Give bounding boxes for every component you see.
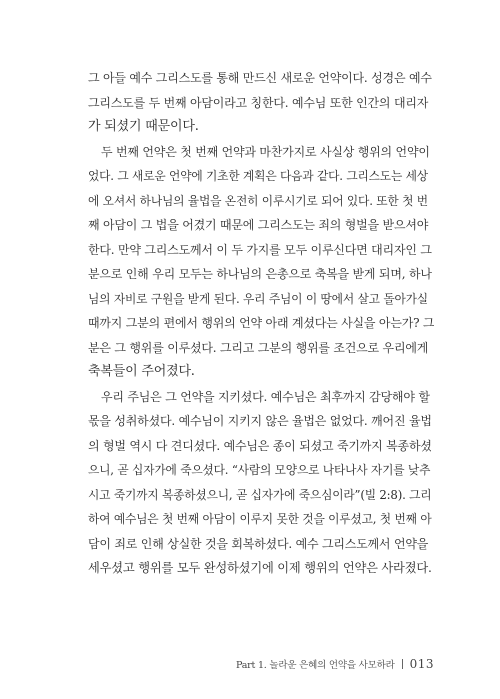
- text-line: 그 아들 예수 그리스도를 통해 만드신 새로운 언약이다. 성경은 예수: [88, 71, 432, 85]
- text-line: 그리스도를 두 번째 아담이라고 칭한다. 예수님 또한 인간의 대리자: [88, 95, 429, 110]
- text-line: 분은 그 행위를 이루셨다. 그리고 그분의 행위를 조건으로 우리에게: [88, 340, 429, 355]
- footer-divider: [402, 659, 403, 669]
- text-line: 님의 자비로 구원을 받게 된다. 우리 주님이 이 땅에서 살고 돌아가실: [88, 291, 428, 306]
- page-footer: [236, 657, 434, 671]
- text-line: 으니, 곧 십자가에 죽으셨다. “사람의 모양으로 나타나사 자기를 낮추: [88, 463, 431, 477]
- text-line: 한다. 만약 그리스도께서 이 두 가지를 모두 이루신다면 대리자인 그: [88, 242, 432, 257]
- text-line: 담이 죄로 인해 상실한 것을 회복하셨다. 예수 그리스도께서 언약을: [88, 536, 429, 551]
- paragraph: [88, 66, 434, 140]
- paragraph: [88, 385, 434, 581]
- text-line: 때까지 그분의 편에서 행위의 언약 아래 계셨다는 사실을 아는가? 그: [88, 316, 434, 330]
- text-line: 의 형벌 역시 다 견디셨다. 예수님은 종이 되셨고 죽기까지 복종하셨: [88, 438, 432, 453]
- text-line: 었다. 그 새로운 언약에 기초한 계획은 다음과 같다. 그리스도는 세상: [88, 169, 428, 183]
- text-line: 에 오셔서 하나님의 율법을 온전히 이루시기로 되어 있다. 또한 첫 번: [88, 193, 428, 208]
- text-line: 가 되셨기 때문이다.: [88, 119, 199, 134]
- text-line: 몫을 성취하셨다. 예수님이 지키지 않은 율법은 없었다. 깨어진 율법: [88, 414, 432, 428]
- text-line: 째 아담이 그 법을 어겼기 때문에 그리스도는 죄의 형벌을 받으셔야: [88, 218, 429, 232]
- body-text: [88, 66, 434, 581]
- text-line: 세우셨고 행위를 모두 완성하셨기에 이제 행위의 언약은 사라졌다.: [88, 561, 432, 575]
- text-line: 우리 주님은 그 언약을 지키셨다. 예수님은 최후까지 감당해야 할: [101, 389, 430, 404]
- text-line: 분으로 인해 우리 모두는 하나님의 은총으로 축복을 받게 되며, 하나: [88, 267, 432, 281]
- text-line: 두 번째 언약은 첫 번째 언약과 마찬가지로 사실상 행위의 언약이: [101, 144, 430, 159]
- paragraph: [88, 140, 434, 385]
- page-number: 013: [409, 657, 434, 671]
- text-line: 시고 죽기까지 복종하셨으니, 곧 십자가에 죽으심이라”(빌 2:8). 그리: [88, 487, 432, 502]
- text-line: 축복들이 주어졌다.: [88, 364, 195, 379]
- running-footer-title: Part 1. 놀라운 은혜의 언약을 사모하라: [235, 660, 395, 671]
- text-line: 하여 예수님은 첫 번째 아담이 이루지 못한 것을 이루셨고, 첫 번째 아: [88, 512, 432, 526]
